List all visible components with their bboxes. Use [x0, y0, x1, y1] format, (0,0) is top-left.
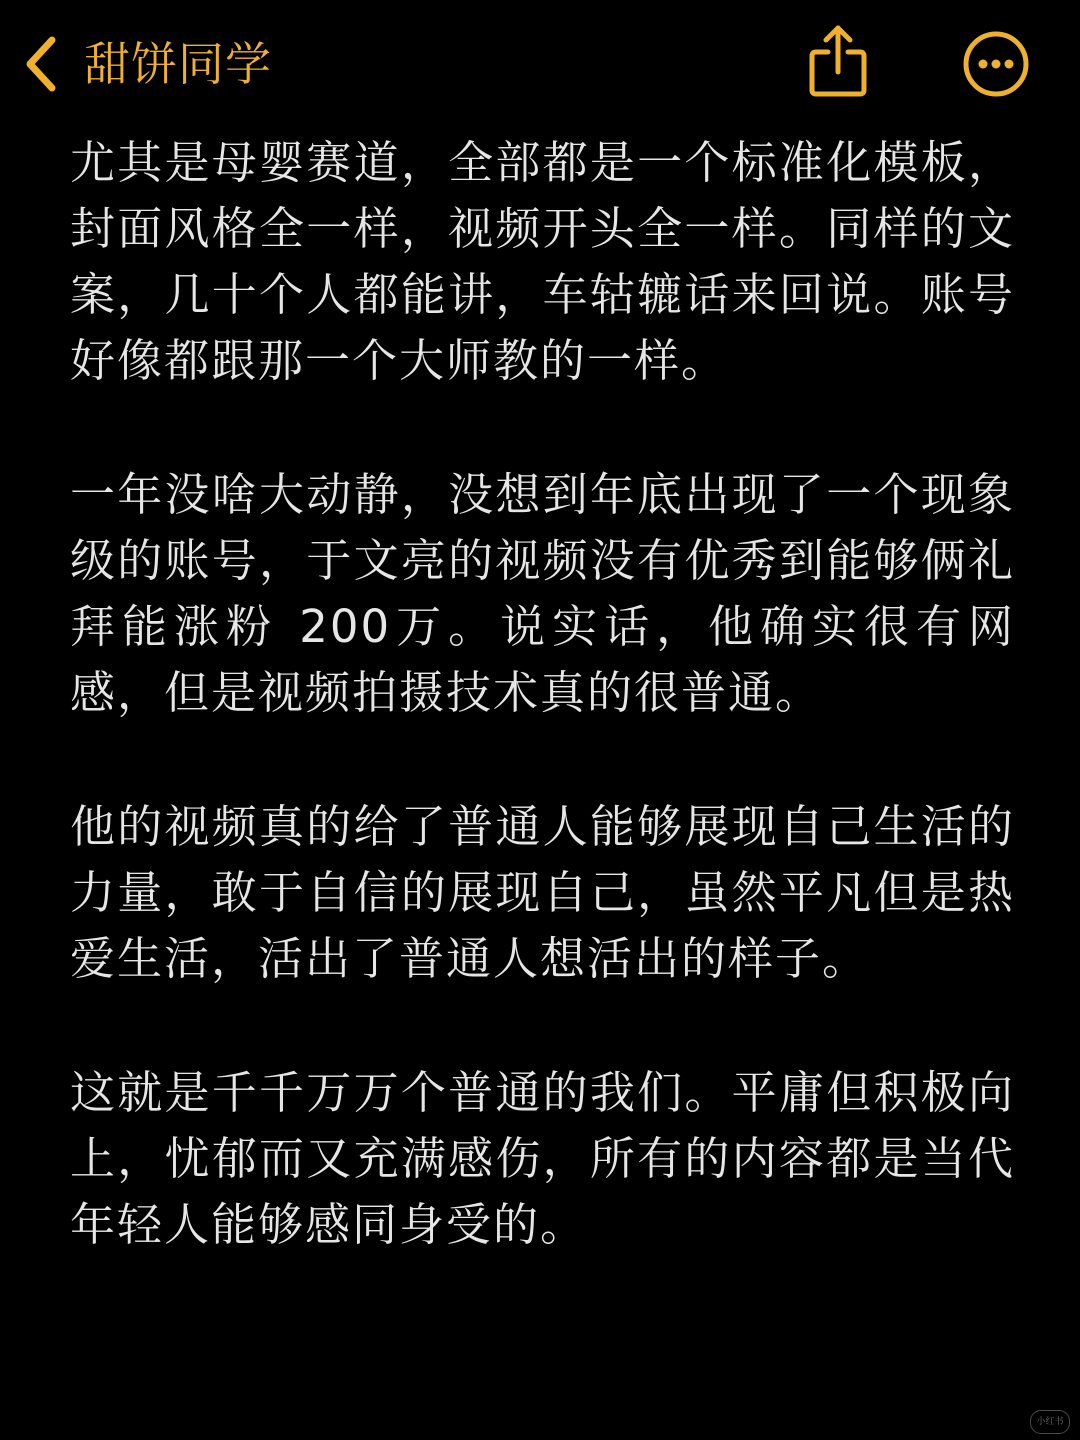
ellipsis-circle-icon	[962, 30, 1030, 98]
note-body	[70, 130, 1015, 1258]
chevron-left-icon	[18, 32, 64, 96]
note-paragraph-4: 这就是千千万万个普通的我们。平庸但积极向上，忧郁而又充满感伤，所有的内容都是当代年轻人能够感同身受的。	[70, 1066, 1015, 1251]
share-icon	[806, 22, 870, 100]
navigation-bar	[0, 0, 1080, 130]
note-paragraph-1: 尤其是母婴赛道，全部都是一个标准化模板，封面风格全一样，视频开头全一样。同样的文案，几十个人都能讲，车轱辘话来回说。账号好像都跟那一个大师教的一样。	[70, 136, 1015, 387]
back-button-label: 甜饼同学	[84, 37, 272, 91]
note-paragraph-3: 他的视频真的给了普通人能够展现自己生活的力量，敢于自信的展现自己，虽然平凡但是热爱生活，活出了普通人想活出的样子。	[70, 800, 1015, 985]
platform-watermark: 小红书	[1030, 1410, 1070, 1434]
back-button[interactable]	[18, 26, 272, 102]
note-paragraph-2: 一年没啥大动静，没想到年底出现了一个现象级的账号，于文亮的视频没有优秀到能够俩礼拜能涨粉 200万。说实话，他确实很有网感，但是视频拍摄技术真的很普通。	[70, 468, 1015, 719]
more-options-button[interactable]	[962, 30, 1030, 98]
share-button[interactable]	[806, 22, 870, 100]
